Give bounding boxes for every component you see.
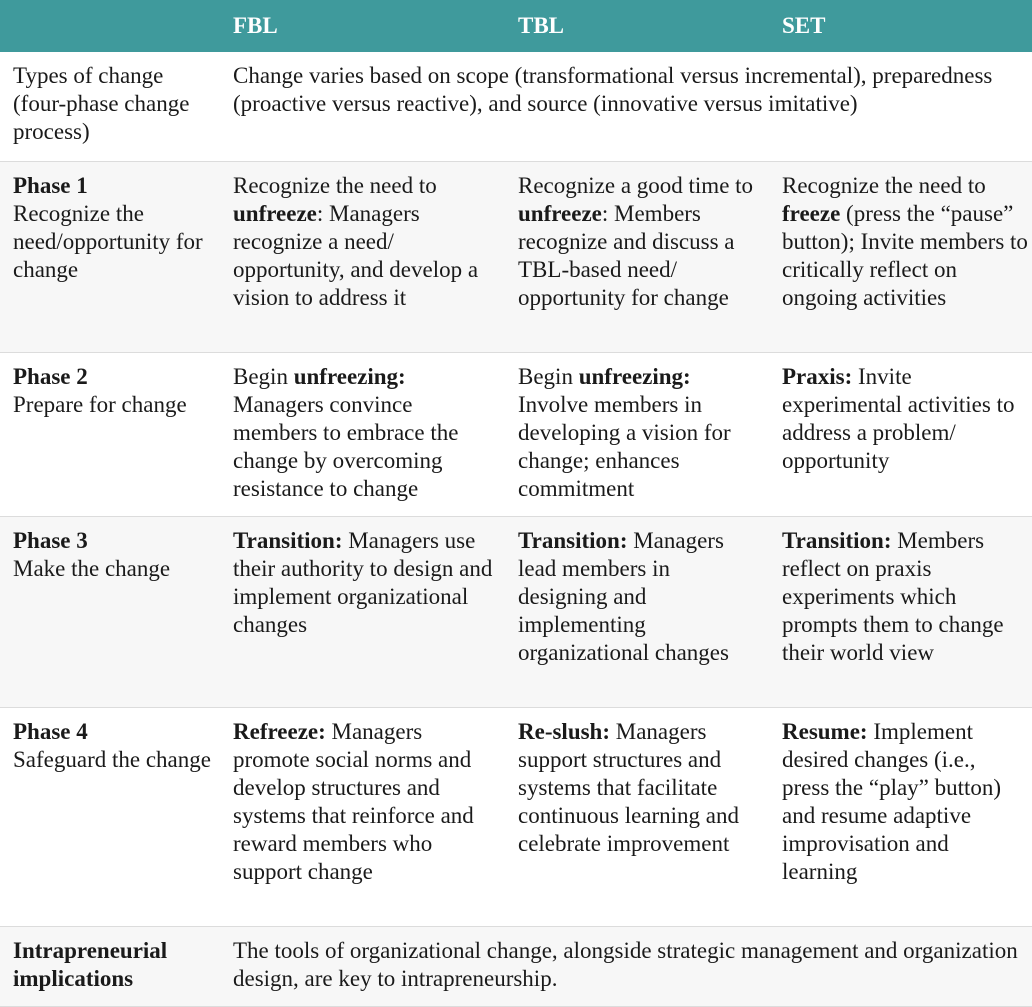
fbl-cell xyxy=(220,707,505,926)
cell-text: Managers support structures and systems that facilitate continuous learning and celebrate improvement xyxy=(518,718,740,856)
set-cell xyxy=(769,352,1032,516)
cell-text: Managers convince members to embrace the change by overcoming resistance to change xyxy=(233,391,459,501)
intrapreneurial-row xyxy=(0,926,1032,1006)
header-row xyxy=(0,0,1032,52)
phase-label-cell xyxy=(0,161,220,352)
cell-text: : Members recognize and discuss a TBL-based need/ opportunity for change xyxy=(518,200,735,310)
types-of-change-label: Types of change (four-phase change process) xyxy=(0,52,220,161)
cell-text: Begin xyxy=(518,363,579,389)
header-set: SET xyxy=(782,13,826,38)
phase-subtitle: Prepare for change xyxy=(13,391,187,417)
cell-text: Begin xyxy=(233,363,294,389)
phase-label-cell xyxy=(0,707,220,926)
fbl-cell xyxy=(220,516,505,707)
cell-text: Implement desired changes (i.e., press the “play” button) and resume adaptive improvisation and learning xyxy=(782,718,1002,884)
header-tbl: TBL xyxy=(518,13,565,38)
cell-keyword: Transition: xyxy=(782,527,892,553)
cell-keyword: Refreeze: xyxy=(233,718,326,744)
phase-row xyxy=(0,516,1032,707)
tbl-cell xyxy=(505,707,769,926)
set-cell xyxy=(769,516,1032,707)
cell-text: Managers lead members in designing and implementing organizational changes xyxy=(518,527,729,665)
types-of-change-row xyxy=(0,52,1032,161)
cell-keyword: Transition: xyxy=(518,527,628,553)
cell-keyword: unfreeze xyxy=(518,200,602,226)
phase-row xyxy=(0,161,1032,352)
cell-keyword: freeze xyxy=(782,200,841,226)
cell-text: Managers promote social norms and develop structures and systems that reinforce and reward members who support change xyxy=(233,718,474,884)
phase-title: Phase 4 xyxy=(13,718,88,744)
cell-keyword: unfreeze xyxy=(233,200,317,226)
tbl-cell xyxy=(505,161,769,352)
phase-title: Phase 2 xyxy=(13,363,88,389)
cell-keyword: Transition: xyxy=(233,527,343,553)
cell-text: Members reflect on praxis experiments which prompts them to change their world view xyxy=(782,527,1004,665)
cell-keyword: unfreezing: xyxy=(578,363,691,389)
cell-text: Involve members in developing a vision for change; enhances commitment xyxy=(518,391,731,501)
cell-keyword: Praxis: xyxy=(782,363,853,389)
phase-label-cell xyxy=(0,516,220,707)
phase-subtitle: Recognize the need/opportunity for change xyxy=(13,200,203,282)
phase-row xyxy=(0,707,1032,926)
header-empty xyxy=(0,0,220,52)
cell-text: : Managers recognize a need/ opportunity, and develop a vision to address it xyxy=(233,200,479,310)
fbl-cell xyxy=(220,161,505,352)
cell-keyword: Re-slush: xyxy=(518,718,611,744)
intrapreneurial-label: Intrapreneurial implications xyxy=(0,926,220,1006)
cell-keyword: Resume: xyxy=(782,718,868,744)
intrapreneurial-text: The tools of organizational change, alongside strategic management and organization design, are key to intrapreneurship. xyxy=(220,926,1032,1006)
set-cell xyxy=(769,161,1032,352)
cell-text: Recognize a good time to xyxy=(518,172,754,198)
cell-text: Invite experimental activities to address a problem/ opportunity xyxy=(782,363,1015,473)
phase-row xyxy=(0,352,1032,516)
tbl-cell xyxy=(505,516,769,707)
cell-text: Recognize the need to xyxy=(233,172,437,198)
header-fbl: FBL xyxy=(233,13,278,38)
cell-text: (press the “pause” button); Invite members to critically reflect on ongoing activities xyxy=(782,200,1028,310)
cell-keyword: unfreezing: xyxy=(293,363,406,389)
set-cell xyxy=(769,707,1032,926)
cell-text: Recognize the need to xyxy=(782,172,986,198)
tbl-cell xyxy=(505,352,769,516)
types-of-change-text: Change varies based on scope (transformational versus incremental), preparedness (proactive versus reactive), and source (innovative versus imitative) xyxy=(220,52,1032,161)
phase-subtitle: Make the change xyxy=(13,555,171,581)
cell-text: Managers use their authority to design and implement organizational changes xyxy=(233,527,493,637)
phase-label-cell xyxy=(0,352,220,516)
phase-title: Phase 3 xyxy=(13,527,88,553)
fbl-cell xyxy=(220,352,505,516)
phase-title: Phase 1 xyxy=(13,172,88,198)
phase-subtitle: Safeguard the change xyxy=(13,746,211,772)
